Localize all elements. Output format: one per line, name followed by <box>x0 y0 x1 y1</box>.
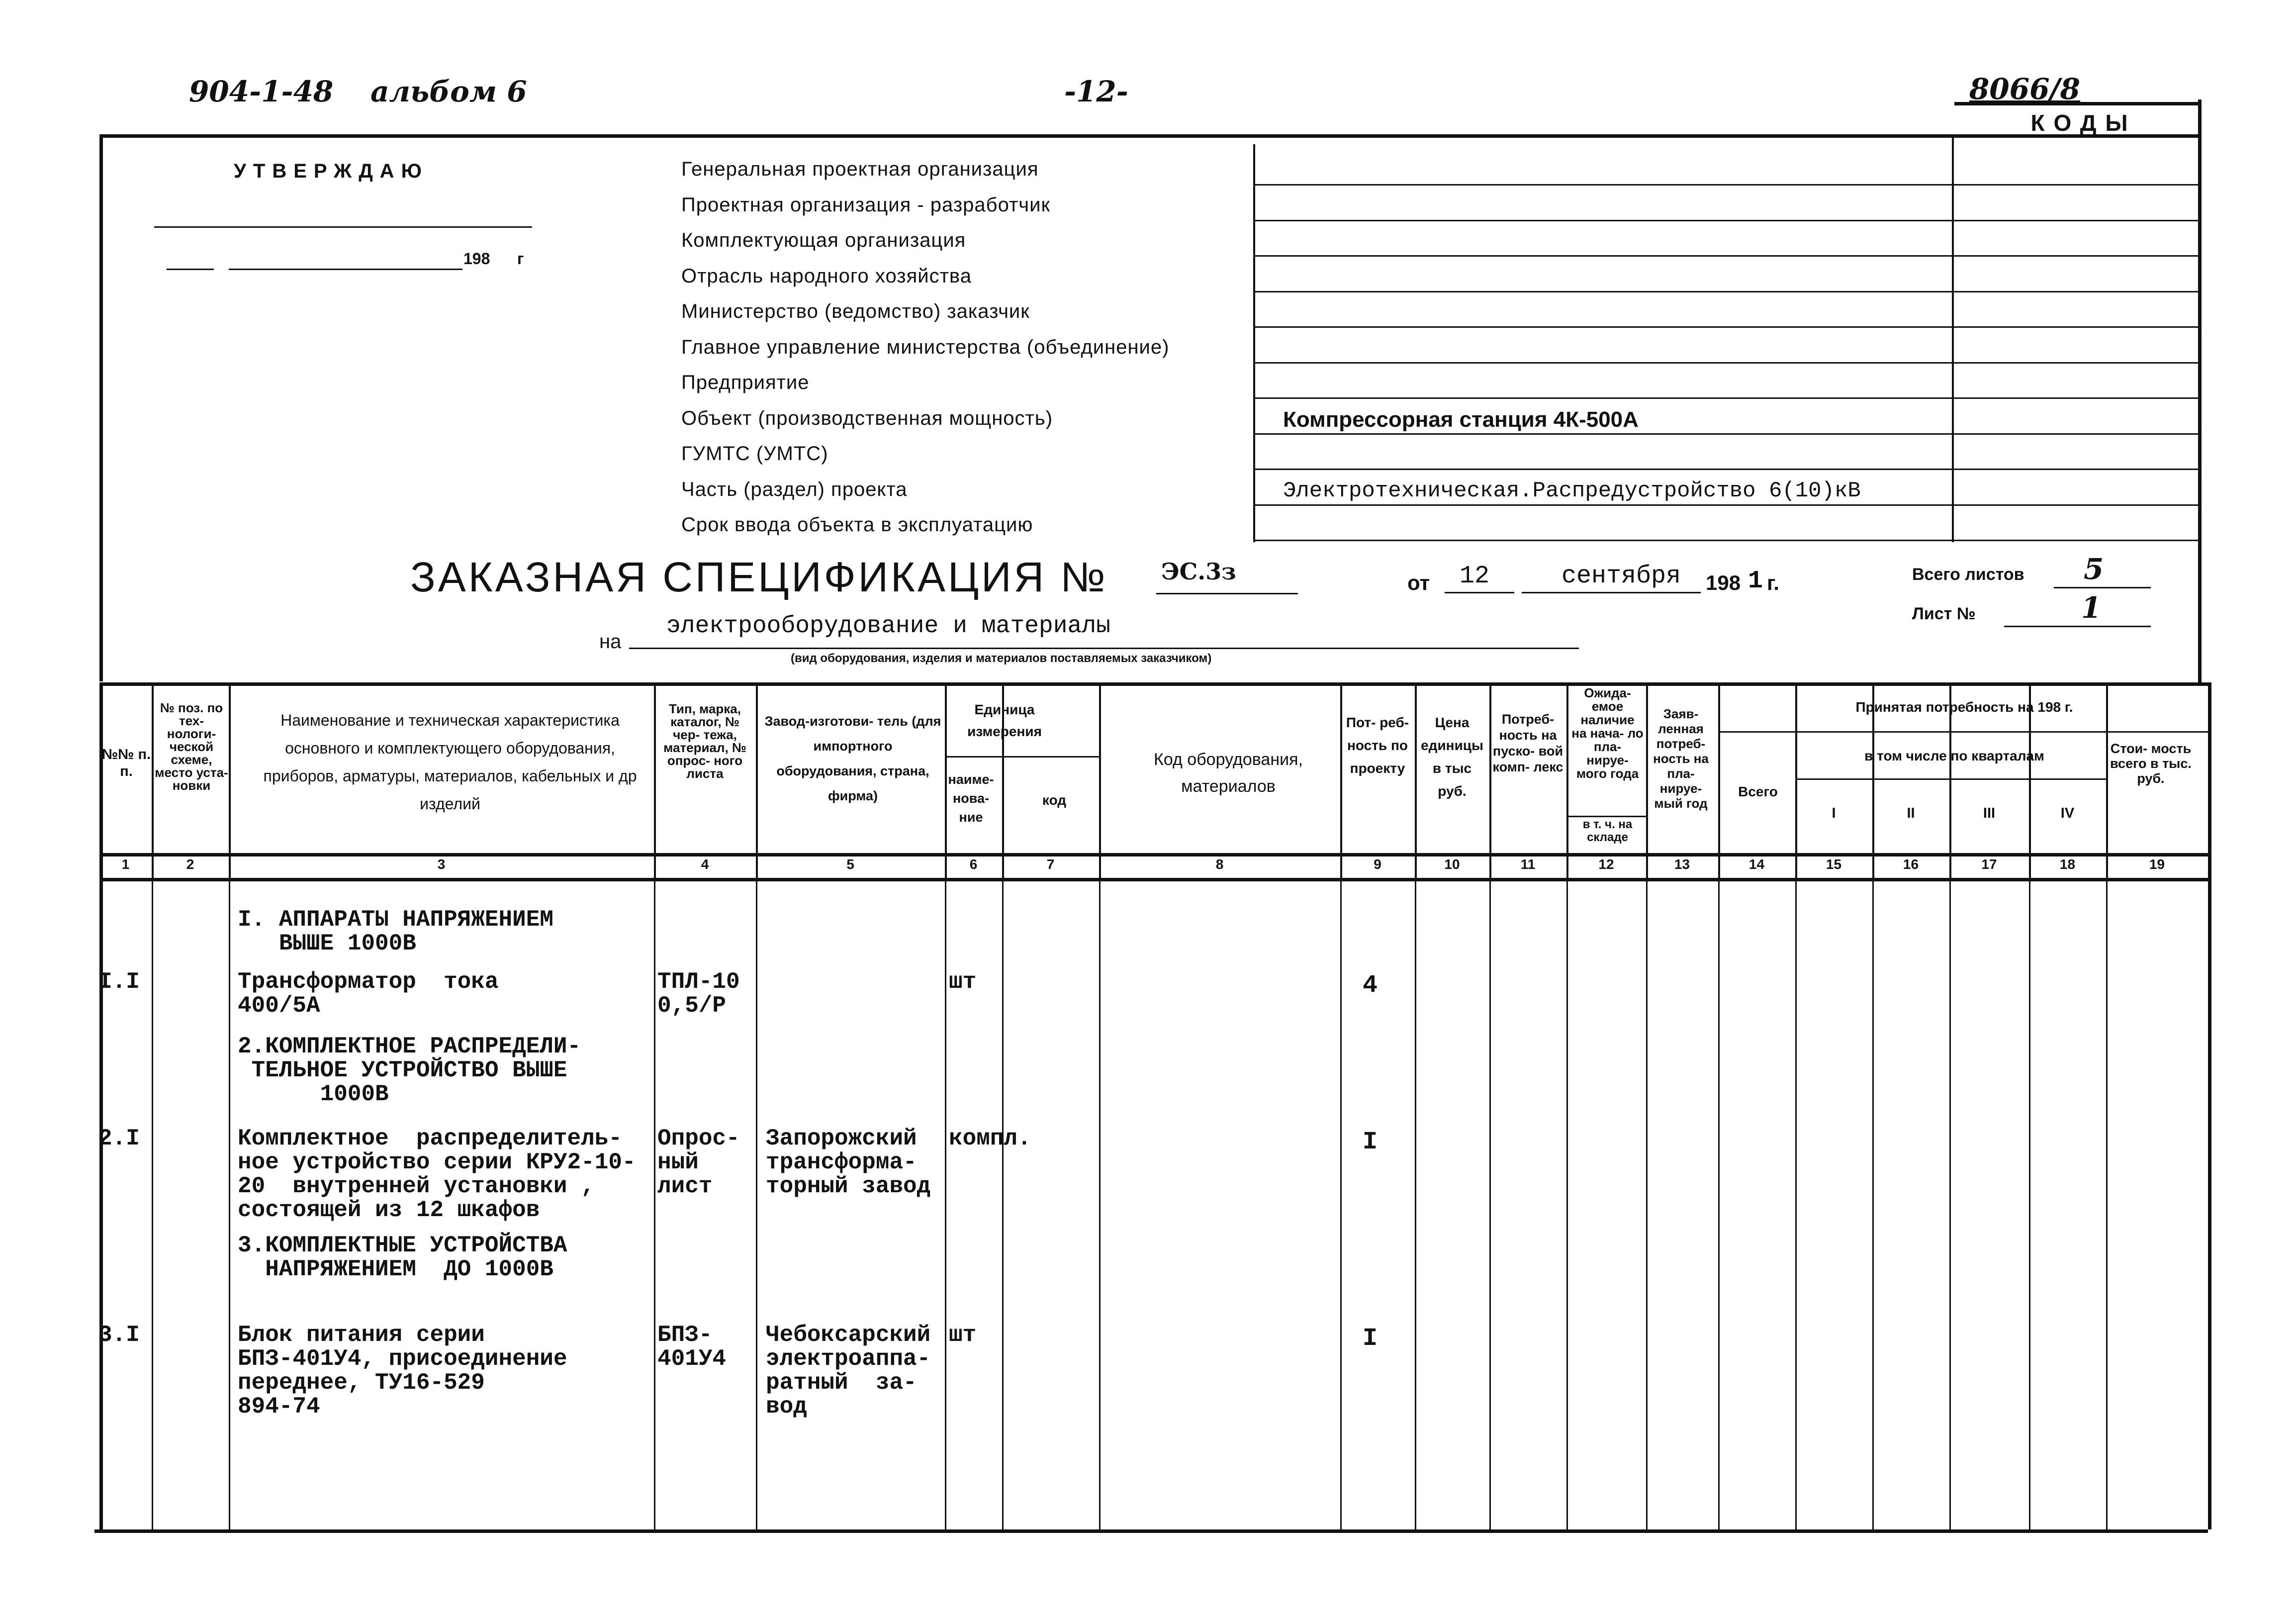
page-number: -12- <box>1064 75 1128 108</box>
row-name: 2.КОМПЛЕКТНОЕ РАСПРЕДЕЛИ- ТЕЛЬНОЕ УСТРОЙСТВО ВЫШЕ 1000В <box>238 1034 581 1107</box>
field-value: Электротехническая.Распредустройство 6(10)кВ <box>1283 478 1861 503</box>
total-sheets-label: Всего листов <box>1912 565 2024 584</box>
col-header-17: III <box>1983 805 1996 821</box>
row-name: Комплектное распределитель- ное устройство серии КРУ2-10- 20 внутренней установки , состоящей из 12 шкафов <box>238 1126 636 1223</box>
field-line <box>1253 362 2198 364</box>
for-line <box>629 648 1579 649</box>
date-day: 12 <box>1460 562 1490 590</box>
for-value: электрооборудование и материалы <box>666 613 1110 640</box>
row-unit: шт <box>949 969 977 995</box>
row-quantity: I <box>1363 1128 1378 1156</box>
column-number: 8 <box>1215 856 1224 872</box>
col-header-12: Ожида- емое наличие на нача- ло пла- нируе- мого года <box>1571 685 1644 781</box>
document-code: 904-1-48 <box>189 75 334 108</box>
header-right-border <box>2198 99 2202 684</box>
column-number: 3 <box>437 856 446 872</box>
header-top-border <box>99 134 2201 138</box>
row-number: 3.I <box>98 1322 140 1348</box>
spec-title: ЗАКАЗНАЯ СПЕЦИФИКАЦИЯ № <box>410 554 1108 600</box>
field-line <box>1253 220 2198 221</box>
body-column-divider <box>1099 878 1101 1529</box>
column-divider <box>945 682 947 878</box>
row-number: 2.I <box>98 1126 140 1151</box>
column-divider <box>756 682 758 878</box>
row-name: 3.КОМПЛЕКТНЫЕ УСТРОЙСТВА НАПРЯЖЕНИЕМ ДО 1000В <box>238 1233 567 1282</box>
total-sheets-value: 5 <box>2084 552 2104 586</box>
unit-subheader-line <box>945 756 1099 758</box>
codes-top-border <box>1954 102 2201 105</box>
for-label: на <box>599 631 622 653</box>
field-line <box>1253 504 2198 506</box>
approval-date-line-1 <box>167 269 214 270</box>
sheet-label: Лист № <box>1912 604 1976 623</box>
field-line <box>1253 433 2198 435</box>
field-label: Отрасль народного хозяйства <box>681 265 972 287</box>
codes-left-border <box>1253 144 1255 542</box>
body-column-divider <box>1872 878 1874 1529</box>
body-column-divider <box>654 878 655 1529</box>
col-header-7: код <box>1042 792 1067 808</box>
column-number: 11 <box>1520 856 1536 872</box>
col-header-6-7: Единица измерения <box>967 702 1042 739</box>
row-quantity: I <box>1363 1325 1378 1353</box>
field-label: Предприятие <box>681 372 810 393</box>
date-month-line <box>1522 592 1701 593</box>
col-header-quarters: в том числе по кварталам <box>1864 748 2044 763</box>
col-header-12b: в т. ч. на складе <box>1582 818 1633 844</box>
approval-year: 198 <box>463 250 490 268</box>
col-header-5: Завод-изготови- тель (для импортного оборудования, страна, фирма) <box>764 714 941 803</box>
field-label: ГУМТС (УМТС) <box>681 443 828 465</box>
date-prefix: от <box>1407 571 1430 594</box>
field-label: Срок ввода объекта в эксплуатацию <box>681 514 1033 536</box>
body-column-divider <box>2029 878 2030 1529</box>
body-column-divider <box>945 878 946 1529</box>
quarters-subheader-line <box>1795 778 2106 780</box>
col-header-18: IV <box>2060 805 2075 821</box>
col-header-11: Потреб- ность на пуско- вой комп- лекс <box>1492 712 1563 774</box>
column-divider <box>2208 682 2211 1529</box>
date-year-digit: 1 <box>1748 567 1763 595</box>
row-maker: Запорожский трансформа- торный завод <box>766 1126 931 1199</box>
accepted-subheader-line <box>1718 731 2208 733</box>
field-label: Комплектующая организация <box>681 229 966 251</box>
column-divider <box>229 682 231 878</box>
column-number: 17 <box>1981 856 1997 872</box>
approval-year-suffix: г <box>517 250 524 268</box>
field-label: Генеральная проектная организация <box>681 158 1039 180</box>
field-label: Проектная организация - разработчик <box>681 193 1050 216</box>
body-column-divider <box>1795 878 1797 1529</box>
storage-subheader-line <box>1566 816 1646 817</box>
row-unit: компл. <box>949 1126 1031 1151</box>
body-column-divider <box>1566 878 1568 1529</box>
col-header-6: наиме- нова- ние <box>948 772 994 825</box>
row-number: I.I <box>98 969 140 995</box>
col-header-16: II <box>1907 805 1915 821</box>
col-header-15: I <box>1832 805 1836 821</box>
column-number: 4 <box>701 856 709 872</box>
column-divider <box>654 682 656 878</box>
date-year-suffix: г. <box>1767 571 1779 594</box>
field-line <box>1253 397 2198 399</box>
column-number: 10 <box>1444 856 1460 872</box>
column-number: 6 <box>969 856 978 872</box>
body-column-divider <box>1002 878 1004 1529</box>
col-header-2: № поз. по тех- нологи- ческой схеме, место уста- новки <box>155 700 228 793</box>
column-divider <box>1099 682 1101 878</box>
spec-number-line <box>1156 593 1298 594</box>
body-column-divider <box>2106 878 2108 1529</box>
column-number-bottom-border <box>99 878 2208 881</box>
field-line <box>1253 255 2198 257</box>
body-column-divider <box>229 878 230 1529</box>
field-line <box>1253 291 2198 292</box>
body-column-divider <box>1415 878 1416 1529</box>
total-sheets-line <box>2054 587 2151 588</box>
col-header-1: №№ п. п. <box>101 747 151 779</box>
col-header-8: Код оборудования, материалов <box>1154 750 1303 796</box>
body-column-divider <box>1949 878 1951 1529</box>
body-column-divider <box>1718 878 1720 1529</box>
date-day-line <box>1445 592 1514 593</box>
col-header-13: Заяв- ленная потреб- ность на пла- нируе- мый год <box>1653 706 1709 811</box>
codes-middle-border <box>1952 137 1954 542</box>
column-number: 16 <box>1903 856 1919 872</box>
date-year-prefix: 198 <box>1706 571 1741 594</box>
row-maker: Чебоксарский электроаппа- ратный за- вод <box>766 1322 931 1420</box>
column-number: 7 <box>1046 856 1055 872</box>
column-divider <box>1718 682 1720 878</box>
col-header-9: Пот- реб- ность по проекту <box>1346 715 1409 776</box>
col-header-4: Тип, марка, каталог, № чер- тежа, материал, № опрос- ного листа <box>663 701 746 781</box>
column-divider <box>99 682 103 1529</box>
approval-title: УТВЕРЖДАЮ <box>234 160 429 182</box>
col-header-19: Стои- мость всего в тыс. руб. <box>2110 741 2192 786</box>
column-number: 1 <box>121 856 130 872</box>
col-header-14: Всего <box>1738 784 1778 799</box>
approval-date-line-2 <box>229 269 462 270</box>
field-line <box>1253 184 2198 186</box>
row-quantity: 4 <box>1363 971 1378 1000</box>
date-month: сентября <box>1561 562 1681 590</box>
field-value: Компрессорная станция 4К-500А <box>1283 407 1639 432</box>
row-type: Опрос- ный лист <box>657 1126 740 1199</box>
body-column-divider <box>756 878 757 1529</box>
inventory-code: 8066/8 <box>1969 72 2080 106</box>
field-label: Часть (раздел) проекта <box>681 478 908 500</box>
column-number: 9 <box>1374 856 1381 872</box>
field-label: Объект (производственная мощность) <box>681 407 1053 429</box>
sheet-value: 1 <box>2081 591 2102 625</box>
codes-header: КОДЫ <box>2030 110 2137 136</box>
column-number: 2 <box>186 856 194 872</box>
row-name: Блок питания серии БПЗ-401У4, присоединение переднее, ТУ16-529 894-74 <box>238 1322 567 1420</box>
row-name: I. АППАРАТЫ НАПРЯЖЕНИЕМ ВЫШЕ 1000В <box>238 907 553 956</box>
column-divider <box>152 682 154 878</box>
col-header-3: Наименование и техническая характеристика основного и комплектующего оборудования, приборов, арматуры, материалов, кабельных и др изделий <box>263 711 637 813</box>
album-label: альбом 6 <box>370 75 527 108</box>
spec-number: ЭС.3з <box>1161 558 1236 585</box>
table-bottom-border <box>94 1529 2208 1533</box>
body-column-divider <box>152 878 153 1529</box>
approval-signature-line <box>154 226 532 228</box>
body-column-divider <box>1340 878 1342 1529</box>
table-top-border <box>99 682 2208 686</box>
row-type: ТПЛ-10 0,5/Р <box>657 969 740 1019</box>
column-number: 14 <box>1748 856 1765 872</box>
row-type: БПЗ- 401У4 <box>657 1322 727 1372</box>
column-number: 13 <box>1674 856 1690 872</box>
for-caption: (вид оборудования, изделия и материалов поставляемых заказчиком) <box>791 652 1212 665</box>
field-line <box>1253 326 2198 328</box>
column-number: 15 <box>1826 856 1842 872</box>
field-label: Министерство (ведомство) заказчик <box>681 300 1030 322</box>
field-line <box>1253 469 2198 470</box>
header-left-border <box>99 134 103 681</box>
column-divider <box>1415 682 1417 878</box>
column-number: 18 <box>2059 856 2076 872</box>
column-number: 19 <box>2149 856 2165 872</box>
field-label: Главное управление министерства (объединение) <box>681 336 1170 358</box>
row-name: Трансформатор тока 400/5А <box>238 969 499 1019</box>
header-bottom-border <box>99 853 2208 856</box>
row-unit: шт <box>949 1322 977 1348</box>
col-header-10: Цена единицы в тыс руб. <box>1421 715 1483 799</box>
column-divider <box>1566 682 1568 878</box>
column-number: 12 <box>1598 856 1614 872</box>
field-line <box>1253 540 2198 541</box>
column-number: 5 <box>846 856 854 872</box>
column-divider <box>1340 682 1342 878</box>
col-header-accepted: Принятая потребность на 198 г. <box>1855 699 2073 715</box>
column-divider <box>1489 682 1491 878</box>
body-column-divider <box>1489 878 1491 1529</box>
body-column-divider <box>1646 878 1648 1529</box>
sheet-line <box>2004 626 2151 627</box>
